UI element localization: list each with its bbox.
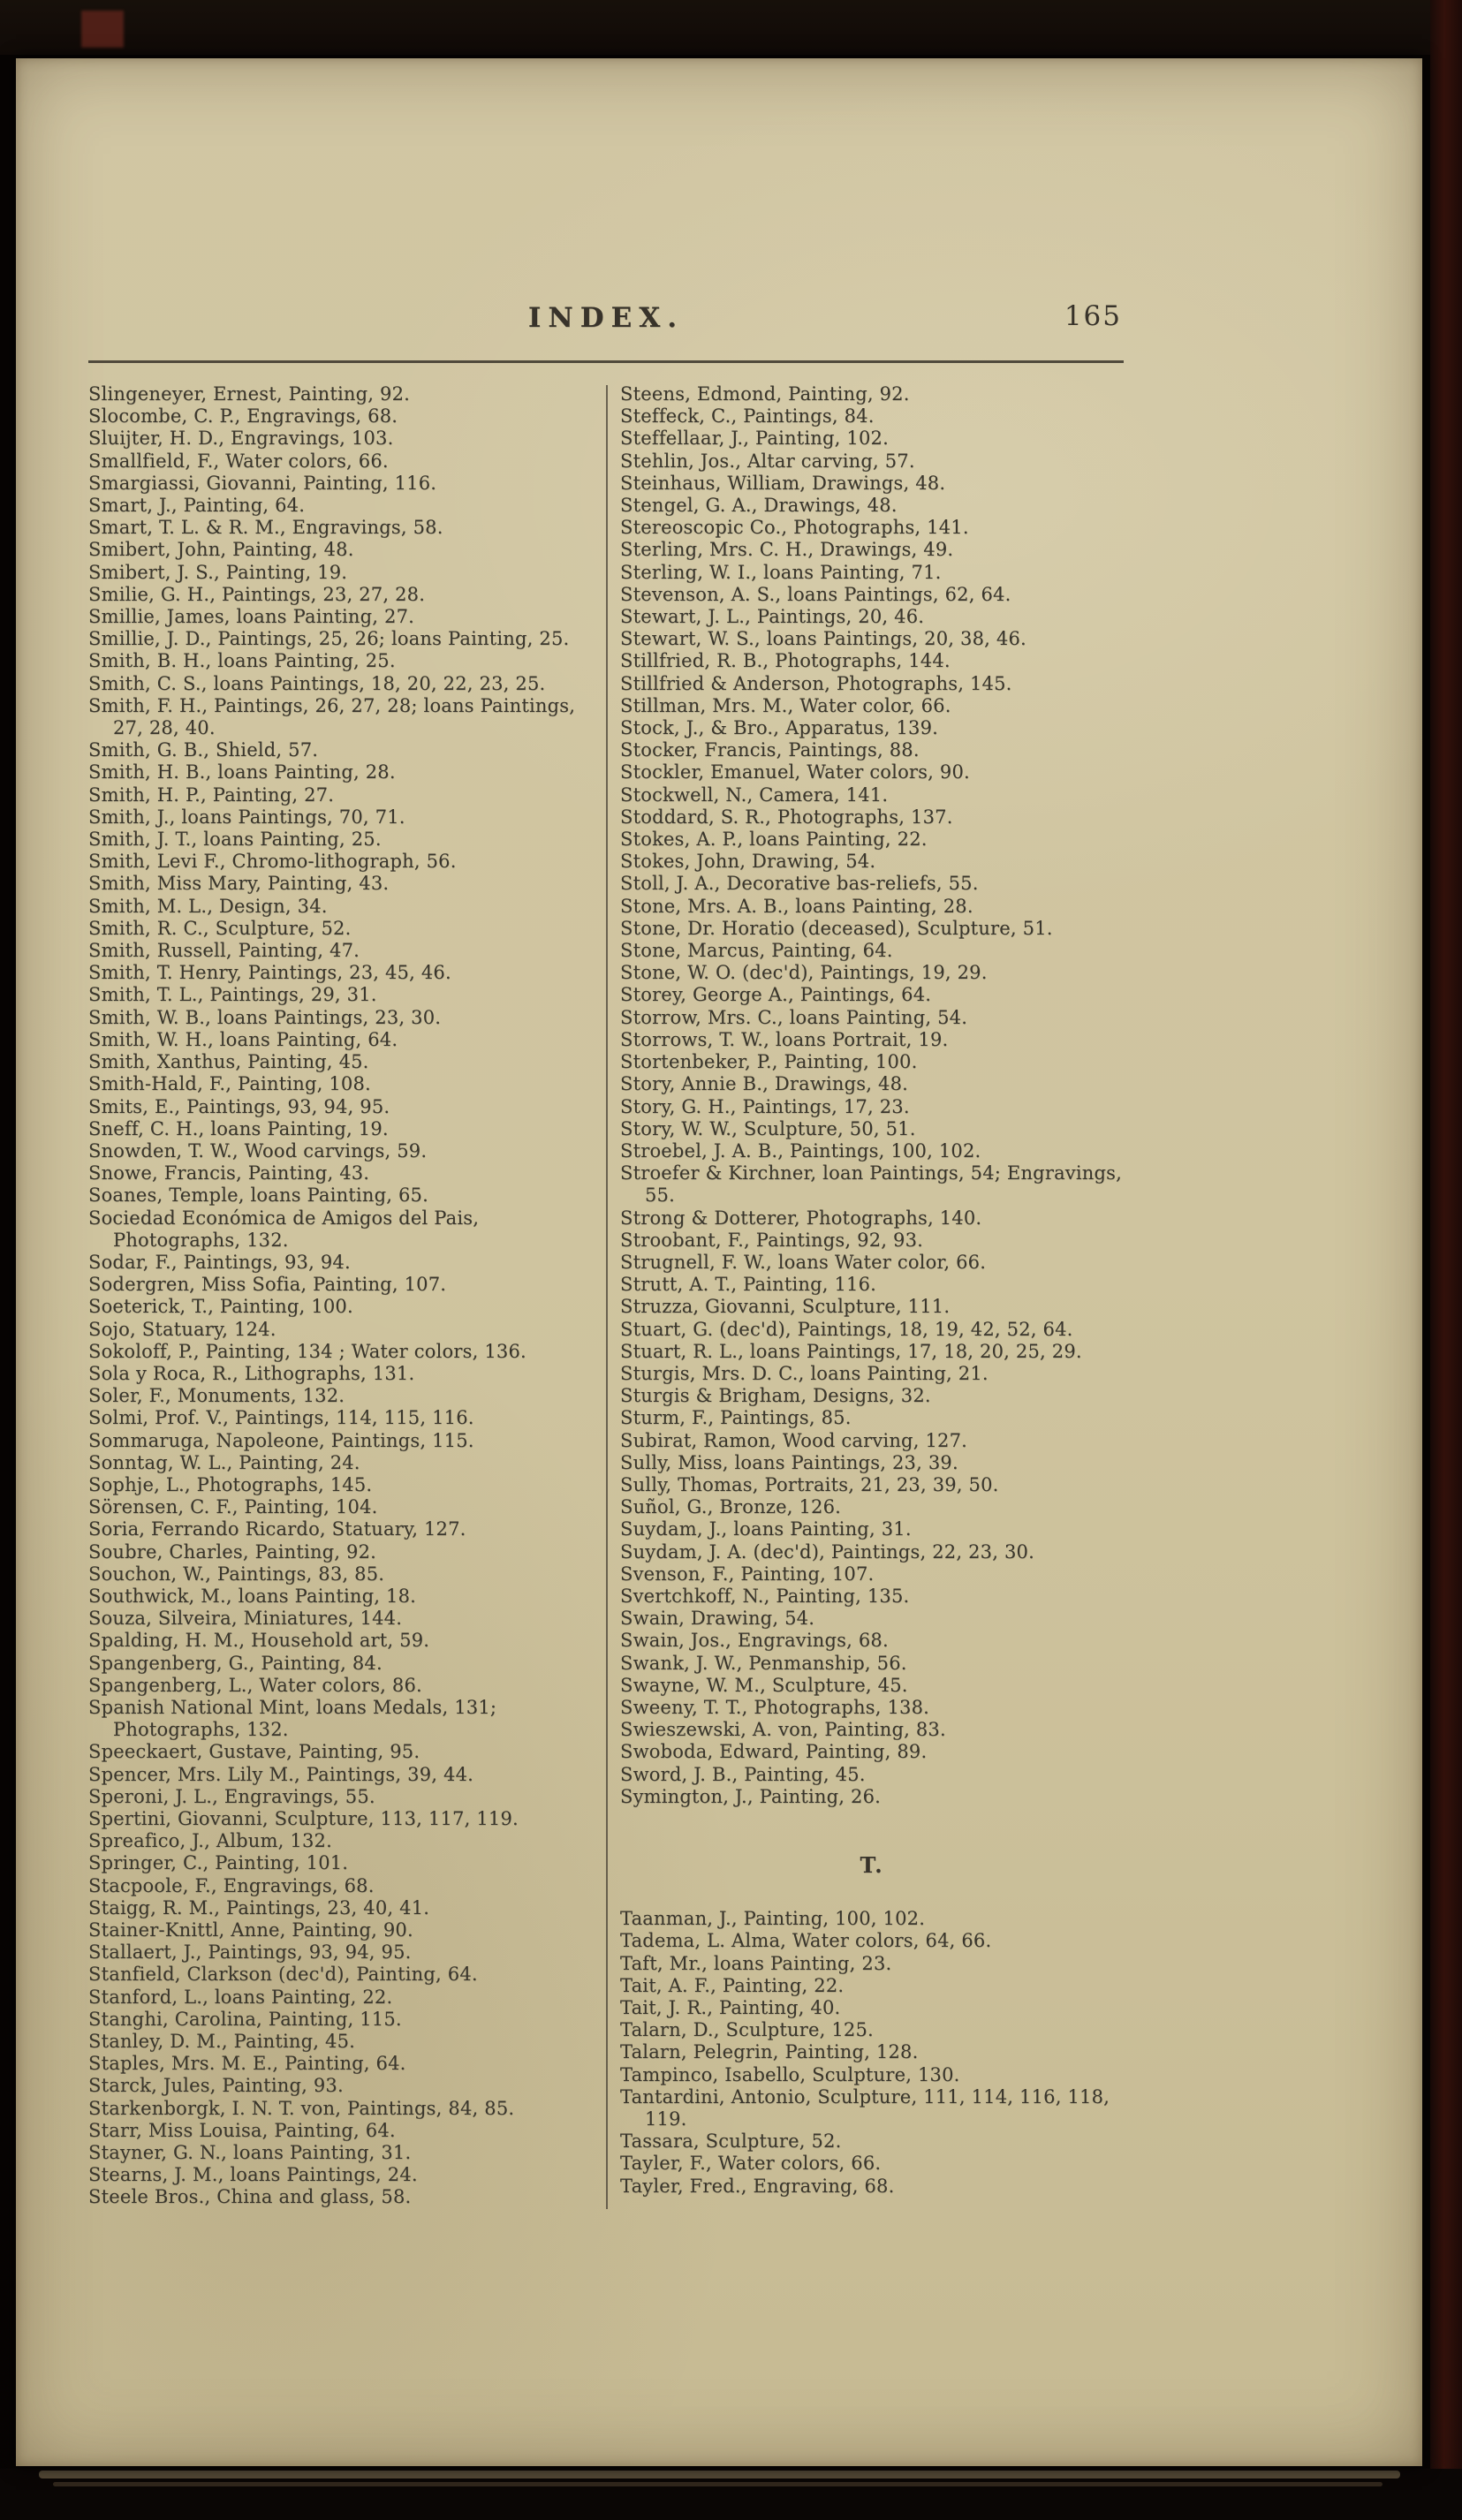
- index-entry: Soria, Ferrando Ricardo, Statuary, 127.: [88, 1518, 466, 1540]
- index-entry: Starkenborgk, I. N. T. von, Paintings, 84, 85.: [88, 2097, 515, 2119]
- index-entry: Smith, Levi F., Chromo-lithograph, 56.: [88, 851, 457, 873]
- section-heading: T.: [860, 1852, 884, 1878]
- index-entry: Smith, Miss Mary, Painting, 43.: [88, 873, 390, 895]
- scan-top-strip: [0, 0, 1462, 55]
- index-entry: Staples, Mrs. M. E., Painting, 64.: [88, 2053, 406, 2075]
- index-entry: Steffeck, C., Paintings, 84.: [620, 405, 875, 428]
- index-entry: Smith, H. B., loans Painting, 28.: [88, 761, 396, 783]
- index-entry: Sweeny, T. T., Photographs, 138.: [620, 1696, 930, 1718]
- index-entry: Smillie, J. D., Paintings, 25, 26; loans Painting, 25.: [88, 628, 570, 650]
- index-entry: Solmi, Prof. V., Paintings, 114, 115, 116.: [88, 1407, 474, 1429]
- index-entry: Stroefer & Kirchner, loan Paintings, 54; Engravings, 55.: [620, 1162, 1122, 1207]
- index-entry: Smith, Xanthus, Painting, 45.: [88, 1051, 369, 1073]
- index-entry: Stone, Mrs. A. B., loans Painting, 28.: [620, 895, 973, 917]
- index-entry: Slingeneyer, Ernest, Painting, 92.: [88, 383, 411, 405]
- index-entry: Sonntag, W. L., Painting, 24.: [88, 1451, 360, 1473]
- index-entry: Swain, Jos., Engravings, 68.: [620, 1630, 889, 1652]
- index-entry: Stillfried & Anderson, Photographs, 145.: [620, 672, 1012, 694]
- index-entry: Swayne, W. M., Sculpture, 45.: [620, 1674, 908, 1696]
- index-entry: Stock, J., & Bro., Apparatus, 139.: [620, 717, 939, 739]
- index-entry: Swieszewski, A. von, Painting, 83.: [620, 1719, 946, 1741]
- index-entry: Stillman, Mrs. M., Water color, 66.: [620, 694, 951, 716]
- index-entry: Stone, Marcus, Painting, 64.: [620, 940, 893, 962]
- binding-mark: [81, 11, 124, 48]
- index-entry: Strugnell, F. W., loans Water color, 66.: [620, 1251, 987, 1273]
- index-entry: Smith, B. H., loans Painting, 25.: [88, 650, 396, 672]
- index-column-right: [620, 383, 1124, 2198]
- column-divider: [606, 385, 608, 2209]
- index-entry: Spalding, H. M., Household art, 59.: [88, 1630, 430, 1652]
- page-stack-edge: [39, 2471, 1400, 2478]
- index-entry: Storey, George A., Paintings, 64.: [620, 984, 932, 1006]
- index-entry: Starck, Jules, Painting, 93.: [88, 2075, 344, 2097]
- index-entry: Sterling, W. I., loans Painting, 71.: [620, 561, 942, 583]
- index-entry: Taft, Mr., loans Painting, 23.: [620, 1952, 892, 1974]
- index-entry: Smith, Russell, Painting, 47.: [88, 940, 360, 962]
- index-entry: Stockwell, N., Camera, 141.: [620, 783, 889, 806]
- index-entry: Tait, A. F., Painting, 22.: [620, 1974, 845, 1996]
- index-columns: [88, 383, 1124, 2209]
- index-entry: Stewart, J. L., Paintings, 20, 46.: [620, 606, 925, 628]
- index-entry: Smith, W. H., loans Painting, 64.: [88, 1028, 398, 1050]
- index-entry: Smith, H. P., Painting, 27.: [88, 783, 335, 806]
- index-entry: Sneff, C. H., loans Painting, 19.: [88, 1117, 389, 1139]
- index-entry: Smith, C. S., loans Paintings, 18, 20, 22, 23, 25.: [88, 672, 546, 694]
- index-entry: Souchon, W., Paintings, 83, 85.: [88, 1563, 385, 1585]
- index-entry: Snowe, Francis, Painting, 43.: [88, 1162, 370, 1184]
- index-entry: Soler, F., Monuments, 132.: [88, 1385, 345, 1407]
- index-entry: Tayler, F., Water colors, 66.: [620, 2153, 882, 2175]
- index-entry: Smith, M. L., Design, 34.: [88, 895, 328, 917]
- index-entry: Swank, J. W., Penmanship, 56.: [620, 1652, 907, 1674]
- index-entry: Steens, Edmond, Painting, 92.: [620, 383, 910, 405]
- index-entry: Stuart, G. (dec'd), Paintings, 18, 19, 42, 52, 64.: [620, 1318, 1073, 1340]
- index-entry: Talarn, D., Sculpture, 125.: [620, 2019, 874, 2041]
- index-entry: Sword, J. B., Painting, 45.: [620, 1763, 866, 1785]
- index-entry: Sodergren, Miss Sofia, Painting, 107.: [88, 1274, 447, 1296]
- index-entry: Swain, Drawing, 54.: [620, 1608, 815, 1630]
- index-entry: Smibert, J. S., Painting, 19.: [88, 561, 348, 583]
- index-entry: Stone, Dr. Horatio (deceased), Sculpture, 51.: [620, 917, 1053, 939]
- index-entry: Stortenbeker, P., Painting, 100.: [620, 1051, 918, 1073]
- index-entry: Stacpoole, F., Engravings, 68.: [88, 1874, 375, 1896]
- index-entry: Springer, C., Painting, 101.: [88, 1852, 349, 1874]
- index-entry: Sodar, F., Paintings, 93, 94.: [88, 1251, 351, 1273]
- index-entry: Stuart, R. L., loans Paintings, 17, 18, 20, 25, 29.: [620, 1340, 1082, 1362]
- index-entry: Stroebel, J. A. B., Paintings, 100, 102.: [620, 1139, 981, 1162]
- index-entry: Smart, T. L. & R. M., Engravings, 58.: [88, 517, 443, 539]
- index-entry: Sturm, F., Paintings, 85.: [620, 1407, 852, 1429]
- index-entry: Smith, T. L., Paintings, 29, 31.: [88, 984, 377, 1006]
- index-entry: Sojo, Statuary, 124.: [88, 1318, 276, 1340]
- page-number: 165: [1064, 300, 1122, 332]
- index-entry: Smith, R. C., Sculpture, 52.: [88, 917, 352, 939]
- page-header: [88, 295, 1124, 363]
- index-entry: Speeckaert, Gustave, Painting, 95.: [88, 1741, 420, 1763]
- index-entry: Sokoloff, P., Painting, 134 ; Water colors, 136.: [88, 1340, 526, 1362]
- index-entry: Tassara, Sculpture, 52.: [620, 2130, 842, 2153]
- index-entry: Smart, J., Painting, 64.: [88, 495, 306, 517]
- index-entry: Stoll, J. A., Decorative bas-reliefs, 55.: [620, 873, 979, 895]
- index-entry: Sully, Miss, loans Paintings, 23, 39.: [620, 1451, 958, 1473]
- index-entry: Stengel, G. A., Drawings, 48.: [620, 495, 898, 517]
- book-edge-right: [1430, 0, 1462, 2520]
- index-entry: Stewart, W. S., loans Paintings, 20, 38, 46.: [620, 628, 1026, 650]
- index-entry: Stokes, John, Drawing, 54.: [620, 851, 876, 873]
- index-entry: Stillfried, R. B., Photographs, 144.: [620, 650, 951, 672]
- index-entry: Spangenberg, L., Water colors, 86.: [88, 1674, 422, 1696]
- index-entry: Stereoscopic Co., Photographs, 141.: [620, 517, 969, 539]
- index-entry: Stallaert, J., Paintings, 93, 94, 95.: [88, 1941, 412, 1964]
- index-entry: Spencer, Mrs. Lily M., Paintings, 39, 44.: [88, 1763, 474, 1785]
- index-entry: Story, G. H., Paintings, 17, 23.: [620, 1095, 910, 1117]
- index-entry: Story, W. W., Sculpture, 50, 51.: [620, 1117, 916, 1139]
- page-stack-edge: [53, 2482, 1382, 2486]
- index-entry: Storrow, Mrs. C., loans Painting, 54.: [620, 1006, 968, 1028]
- index-entry: Slocombe, C. P., Engravings, 68.: [88, 405, 398, 428]
- index-entry: Strong & Dotterer, Photographs, 140.: [620, 1207, 982, 1229]
- index-entry: Symington, J., Painting, 26.: [620, 1785, 882, 1807]
- index-entry: Stearns, J. M., loans Paintings, 24.: [88, 2164, 418, 2186]
- index-entry: Tait, J. R., Painting, 40.: [620, 1997, 841, 2019]
- index-entry: Spanish National Mint, loans Medals, 131; Photographs, 132.: [88, 1696, 497, 1741]
- index-entry: Smith, T. Henry, Paintings, 23, 45, 46.: [88, 962, 451, 984]
- index-entry: Smith, J. T., loans Painting, 25.: [88, 829, 382, 851]
- index-entry: Stanghi, Carolina, Painting, 115.: [88, 2008, 402, 2030]
- index-entry: Smith, G. B., Shield, 57.: [88, 739, 319, 761]
- index-entry: Suñol, G., Bronze, 126.: [620, 1496, 842, 1518]
- index-entry: Smibert, John, Painting, 48.: [88, 539, 354, 561]
- index-entry: Sturgis & Brigham, Designs, 32.: [620, 1385, 931, 1407]
- index-entry: Starr, Miss Louisa, Painting, 64.: [88, 2119, 396, 2141]
- index-entry: Steele Bros., China and glass, 58.: [88, 2186, 412, 2208]
- index-entry: Sully, Thomas, Portraits, 21, 23, 39, 50.: [620, 1473, 999, 1495]
- index-entry: Smargiassi, Giovanni, Painting, 116.: [88, 472, 437, 494]
- index-entry: Smith, F. H., Paintings, 26, 27, 28; loans Paintings, 27, 28, 40.: [88, 694, 576, 739]
- index-entry: Tadema, L. Alma, Water colors, 64, 66.: [620, 1930, 992, 1952]
- index-entry: Tampinco, Isabello, Sculpture, 130.: [620, 2063, 960, 2085]
- index-entry: Svertchkoff, N., Painting, 135.: [620, 1585, 910, 1607]
- index-entry: Tantardini, Antonio, Sculpture, 111, 114, 116, 118, 119.: [620, 2085, 1110, 2130]
- index-entry: Sluijter, H. D., Engravings, 103.: [88, 428, 394, 450]
- index-entry: Souza, Silveira, Miniatures, 144.: [88, 1608, 403, 1630]
- index-entry: Soeterick, T., Painting, 100.: [88, 1296, 353, 1318]
- index-entry: Sommaruga, Napoleone, Paintings, 115.: [88, 1429, 474, 1451]
- index-entry: Speroni, J. L., Engravings, 55.: [88, 1785, 375, 1807]
- index-entry: Steffellaar, J., Painting, 102.: [620, 428, 889, 450]
- index-entry: Subirat, Ramon, Wood carving, 127.: [620, 1429, 968, 1451]
- index-entry: Smilie, G. H., Paintings, 23, 27, 28.: [88, 583, 426, 605]
- index-entry: Tayler, Fred., Engraving, 68.: [620, 2175, 895, 2197]
- index-entry: Snowden, T. W., Wood carvings, 59.: [88, 1139, 428, 1162]
- index-entry: Smith, W. B., loans Paintings, 23, 30.: [88, 1006, 442, 1028]
- index-entry: Stocker, Francis, Paintings, 88.: [620, 739, 920, 761]
- index-entry: Spangenberg, G., Painting, 84.: [88, 1652, 383, 1674]
- index-entry: Talarn, Pelegrin, Painting, 128.: [620, 2041, 919, 2063]
- index-entry: Storrows, T. W., loans Portrait, 19.: [620, 1028, 949, 1050]
- index-entry: Svenson, F., Painting, 107.: [620, 1563, 875, 1585]
- index-entry: Stehlin, Jos., Altar carving, 57.: [620, 450, 915, 472]
- index-entry: Stroobant, F., Paintings, 92, 93.: [620, 1229, 924, 1251]
- index-entry: Sola y Roca, R., Lithographs, 131.: [88, 1362, 415, 1384]
- index-entry: Stainer-Knittl, Anne, Painting, 90.: [88, 1919, 413, 1941]
- index-entry: Stanley, D. M., Painting, 45.: [88, 2031, 356, 2053]
- index-entry: Sterling, Mrs. C. H., Drawings, 49.: [620, 539, 954, 561]
- index-entry: Smith, J., loans Paintings, 70, 71.: [88, 806, 405, 828]
- index-entry: Stayner, G. N., loans Painting, 31.: [88, 2142, 412, 2164]
- index-title: INDEX.: [527, 302, 685, 334]
- index-entry: Soanes, Temple, loans Painting, 65.: [88, 1184, 428, 1207]
- index-entry: Story, Annie B., Drawings, 48.: [620, 1073, 909, 1095]
- index-entry: Stanfield, Clarkson (dec'd), Painting, 64.: [88, 1964, 478, 1986]
- index-entry: Spertini, Giovanni, Sculpture, 113, 117, 119.: [88, 1808, 519, 1829]
- index-entry: Steinhaus, William, Drawings, 48.: [620, 472, 946, 494]
- index-column-left: [88, 383, 592, 2209]
- index-entry: Struzza, Giovanni, Sculpture, 111.: [620, 1296, 951, 1318]
- index-entry: Smallfield, F., Water colors, 66.: [88, 450, 389, 472]
- index-entry: Taanman, J., Painting, 100, 102.: [620, 1908, 926, 1930]
- index-entry: Sörensen, C. F., Painting, 104.: [88, 1496, 378, 1518]
- index-entry: Stockler, Emanuel, Water colors, 90.: [620, 761, 970, 783]
- index-entry: Stokes, A. P., loans Painting, 22.: [620, 829, 928, 851]
- index-entry: Stanford, L., loans Painting, 22.: [88, 1986, 393, 2008]
- index-entry: Smillie, James, loans Painting, 27.: [88, 606, 415, 628]
- index-entry: Soubre, Charles, Painting, 92.: [88, 1540, 377, 1563]
- index-entry: Sophje, L., Photographs, 145.: [88, 1473, 373, 1495]
- index-entry: Strutt, A. T., Painting, 116.: [620, 1274, 877, 1296]
- index-entry: Sociedad Económica de Amigos del Pais, Photographs, 132.: [88, 1207, 480, 1251]
- index-entry: Suydam, J., loans Painting, 31.: [620, 1518, 912, 1540]
- index-entry: Stoddard, S. R., Photographs, 137.: [620, 806, 953, 828]
- index-entry: Southwick, M., loans Painting, 18.: [88, 1585, 417, 1607]
- scan-page: [16, 58, 1422, 2466]
- index-entry: Swoboda, Edward, Painting, 89.: [620, 1741, 928, 1763]
- index-entry: Sturgis, Mrs. D. C., loans Painting, 21.: [620, 1362, 989, 1384]
- index-entry: Stone, W. O. (dec'd), Paintings, 19, 29.: [620, 962, 988, 984]
- index-entry: Smith-Hald, F., Painting, 108.: [88, 1073, 371, 1095]
- index-entry: Stevenson, A. S., loans Paintings, 62, 64.: [620, 583, 1011, 605]
- index-entry: Spreafico, J., Album, 132.: [88, 1830, 332, 1852]
- index-entry: Smits, E., Paintings, 93, 94, 95.: [88, 1095, 390, 1117]
- index-entry: Suydam, J. A. (dec'd), Paintings, 22, 23, 30.: [620, 1540, 1034, 1563]
- index-entry: Staigg, R. M., Paintings, 23, 40, 41.: [88, 1896, 430, 1918]
